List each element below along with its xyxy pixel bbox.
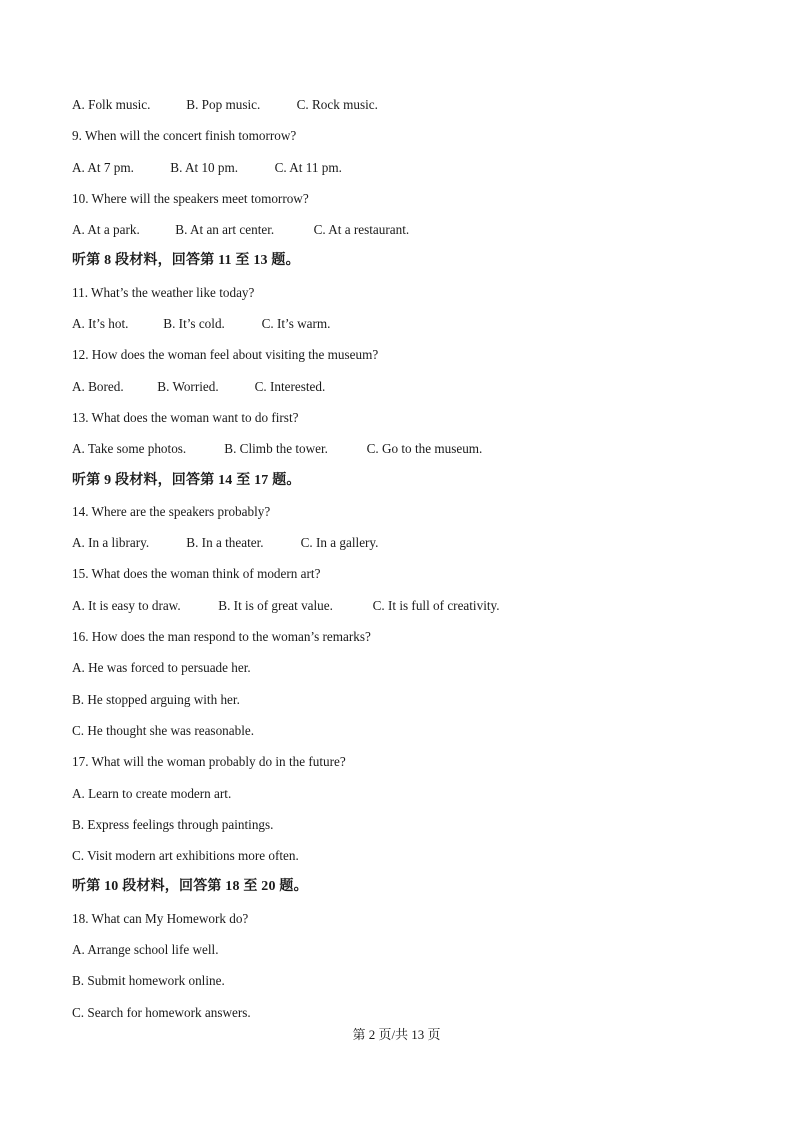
q10-option-c: C. At a restaurant.: [313, 222, 410, 238]
q14-options: [72, 532, 732, 563]
q11-option-a: A. It’s hot.: [72, 316, 129, 332]
q8-option-c: C. Rock music.: [296, 97, 378, 112]
q9-option-c: C. At 11 pm.: [274, 159, 342, 175]
q16-option-b: B. He stopped arguing with her.: [72, 691, 240, 707]
q18-option-a: A. Arrange school life well.: [72, 942, 219, 958]
section-8-heading: 听第 8 段材料，回答第 11 至 13 题。: [72, 253, 300, 269]
q10-option-a: A. At a park.: [72, 222, 140, 238]
page-number: 第 2 页/共 13 页: [352, 1027, 441, 1042]
q15-option-b: B. It is of great value.: [218, 597, 333, 613]
q9-option-b: B. At 10 pm.: [170, 159, 239, 175]
section-10-heading: 听第 10 段材料，回答第 18 至 20 题。: [72, 879, 308, 895]
q12-option-b: B. Worried.: [157, 378, 219, 394]
q15-text: 15. What does the woman think of modern art?: [72, 566, 321, 582]
q8-option-a: A. Folk music.: [72, 97, 151, 112]
q10-options: [72, 219, 732, 250]
q9-options: [72, 157, 732, 188]
q15-option-c: C. It is full of creativity.: [372, 597, 500, 613]
q14-option-c: C. In a gallery.: [300, 535, 379, 551]
q13-text: 13. What does the woman want to do first?: [72, 409, 299, 425]
q13-options: [72, 438, 732, 469]
q12-option-a: A. Bored.: [72, 378, 124, 394]
q16-option-c: C. He thought she was reasonable.: [72, 722, 255, 738]
q12-text: 12. How does the woman feel about visiting the museum?: [72, 347, 379, 363]
q18-option-c: C. Search for homework answers.: [72, 1004, 251, 1020]
q17-option-a: A. Learn to create modern art.: [72, 785, 232, 801]
question-list: [72, 94, 732, 1033]
q16-text: 16. How does the man respond to the woman’s remarks?: [72, 629, 371, 645]
q8-option-b: B. Pop music.: [186, 97, 261, 112]
q11-option-b: B. It’s cold.: [163, 316, 225, 332]
q18-text: 18. What can My Homework do?: [72, 910, 249, 926]
section-9-heading: 听第 9 段材料，回答第 14 至 17 题。: [72, 472, 301, 488]
q18-option-b: B. Submit homework online.: [72, 973, 225, 989]
q12-option-c: C. Interested.: [254, 378, 326, 394]
q11-options: [72, 313, 732, 344]
q15-options: [72, 595, 732, 626]
q14-option-a: A. In a library.: [72, 535, 150, 551]
q17-option-c: C. Visit modern art exhibitions more often.: [72, 848, 299, 864]
q10-text: 10. Where will the speakers meet tomorrow?: [72, 190, 309, 206]
q9-text: 9. When will the concert finish tomorrow?: [72, 128, 297, 144]
q13-option-b: B. Climb the tower.: [224, 441, 328, 457]
q13-option-c: C. Go to the museum.: [366, 441, 483, 457]
q10-option-b: B. At an art center.: [175, 222, 275, 238]
q14-text: 14. Where are the speakers probably?: [72, 503, 271, 519]
q13-option-a: A. Take some photos.: [72, 441, 187, 457]
q16-option-a: A. He was forced to persuade her.: [72, 660, 251, 676]
q8-options: [72, 94, 732, 125]
q17-option-b: B. Express feelings through paintings.: [72, 816, 274, 832]
q15-option-a: A. It is easy to draw.: [72, 597, 181, 613]
q11-text: 11. What’s the weather like today?: [72, 284, 255, 300]
q14-option-b: B. In a theater.: [186, 535, 264, 551]
q9-option-a: A. At 7 pm.: [72, 159, 134, 175]
q12-options: [72, 376, 732, 407]
q11-option-c: C. It’s warm.: [261, 316, 331, 332]
q17-text: 17. What will the woman probably do in the future?: [72, 754, 346, 770]
